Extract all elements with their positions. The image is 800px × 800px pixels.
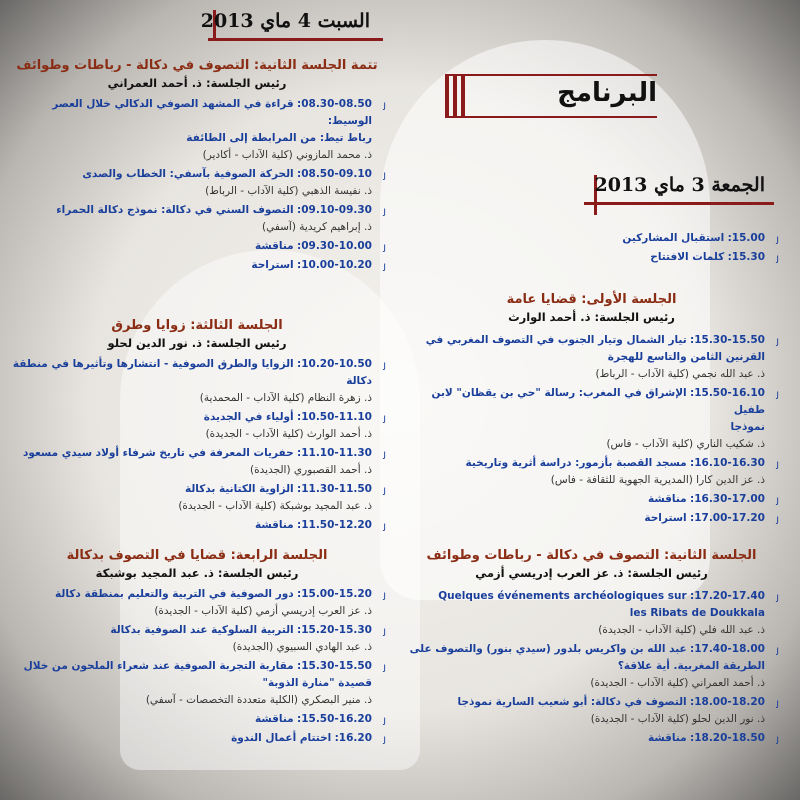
list-item: ﻟ 15.20-15.30: التربية السلوكية عند الصوفية بدكالة ذ. عبد الهادي السبيوي (الجديدة) [110, 624, 386, 653]
list-item: ﻟ 10.00-10.20: استراحة [251, 259, 386, 274]
day2-session3 [8, 318, 386, 534]
program-title: البرنامج [557, 78, 657, 108]
list-item: ﻟ 16.30-17.00: مناقشة [647, 493, 779, 508]
list-item: ﻟ 15.30: كلمات الافتتاح [650, 251, 779, 266]
list-item: ﻟ 10.50-11.10: أولياء في الجديدة ذ. أحمد الوارث (كلية الآداب - الجديدة) [203, 411, 386, 440]
session-title: تتمة الجلسة الثانية: التصوف في دكالة - رباطات وطوائف [16, 58, 378, 73]
list-item: ﻟ 09.10-09.30: التصوف السني في دكالة: نموذج دكالة الحمراء ذ. إبراهيم كريدية (آسفي) [56, 204, 386, 233]
day1-opening [404, 228, 779, 266]
day2-title: السبت 4 ماي 2013 [200, 10, 370, 32]
list-item: ﻟ 11.30-11.50: الزاوية الكتانية بدكالة ذ. عبد المجيد بوشبكة (كلية الآداب - الجديدة) [178, 483, 386, 512]
day1-title: الجمعة 3 ماي 2013 [594, 174, 765, 196]
session-chair: رئيس الجلسة: ذ. أحمد العمراني [107, 76, 287, 90]
list-item: ﻟ 08.50-09.10: الحركة الصوفية بآسفي: الخطاب والصدى ذ. نفيسة الذهبي (كلية الآداب - الرباط) [82, 168, 386, 197]
session-title: الجلسة الرابعة: قضايا في التصوف بدكالة [66, 548, 328, 563]
session-chair: رئيس الجلسة: ذ. عز العرب إدريسي أزمي [475, 566, 708, 580]
session-title: الجلسة الأولى: قضايا عامة [506, 292, 677, 307]
day1-session1 [404, 292, 779, 527]
list-item: ﻟ 16.10-16.30: مسجد القصبة بأزمور: دراسة أثرية وتاريخية ذ. عز الدين كارا (المديرية الجهوية للثقافة - فاس) [465, 457, 779, 486]
day2-session2cont [8, 58, 386, 274]
list-item: ﻟ 11.10-11.30: حفريات المعرفة في تاريخ شرفاء أولاد سيدي مسعود ذ. أحمد القصبوري (الجديدة) [22, 447, 386, 476]
day2-session4 [8, 548, 386, 747]
list-item: ﻟ 17.20-17.40: Quelques événements archéologiques sur les Ribats de Doukkala ذ. عبد الله فلي (كلية الآداب - الجديدة) [438, 590, 779, 636]
list-item: ﻟ 09.30-10.00: مناقشة [254, 240, 386, 255]
list-item: ﻟ 15.30-15.50: تيار الشمال وتيار الجنوب في التصوف المغربي في القرنين الثامن والتاسع للهجرة ذ. عبد الله نجمي (كلية الآداب - الرباط) [425, 334, 779, 380]
session-title: الجلسة الثانية: التصوف في دكالة - رباطات وطوائف [426, 548, 757, 563]
list-item: ﻟ 15.00-15.20: دور الصوفية في التربية والتعليم بمنطقة دكالة ذ. عز العرب إدريسي أزمي (كلية الآداب - الجديدة) [55, 588, 386, 617]
session-chair: رئيس الجلسة: ذ. نور الدين لحلو [107, 336, 287, 350]
list-item: ﻟ 16.20: اختتام أعمال الندوة [231, 732, 386, 747]
list-item: ﻟ 17.40-18.00: عبد الله بن واكريس بلدور (سيدي بنور) والتصوف على الطريقة المغربية. أية علاقة؟ ذ. أحمد العمراني (كلية الآداب - الجديدة) [409, 643, 779, 689]
list-item: ﻟ 15.50-16.20: مناقشة [254, 713, 386, 728]
session-title: الجلسة الثالثة: زوايا وطرق [111, 318, 283, 333]
list-item: ﻟ 15.00: استقبال المشاركين [622, 232, 779, 247]
list-item: ﻟ 15.50-16.10: الإشراق في المغرب: رسالة "حي بن يقظان" لابن طفيل نموذجا ذ. شكيب الناري (كلية الآداب - فاس) [431, 387, 779, 450]
list-item: ﻟ 10.20-10.50: الزوايا والطرق الصوفية - انتشارها وتأثيرها في منطقة دكالة ذ. زهرة النظام (كلية الآداب - المحمدية) [12, 358, 386, 404]
list-item: ﻟ 15.30-15.50: مقاربة التجربة الصوفية عند شعراء الملحون من خلال قصيدة "منارة الذوبة" ذ. منير البصكري (الكلية متعددة التخصصات - آسفي) [23, 660, 386, 706]
day1-session2 [404, 548, 779, 747]
list-item: ﻟ 11.50-12.20: مناقشة [254, 519, 386, 534]
list-item: ﻟ 08.30-08.50: قراءة في المشهد الصوفي الدكالي خلال العصر الوسيط: رباط تيط: من المرابطة إلى الطائفة ذ. محمد المازوني (كلية الآداب - أكادير) [52, 98, 386, 161]
session-chair: رئيس الجلسة: ذ. أحمد الوارث [508, 310, 675, 324]
session-chair: رئيس الجلسة: ذ. عبد المجيد بوشبكة [95, 566, 299, 580]
title-ornament [445, 74, 475, 118]
list-item: ﻟ 18.20-18.50: مناقشة [647, 732, 779, 747]
list-item: ﻟ 18.00-18.20: التصوف في دكالة: أبو شعيب السارية نموذجا ذ. نور الدين لحلو (كلية الآداب - الجديدة) [457, 696, 779, 725]
program-title-block [445, 70, 657, 122]
list-item: ﻟ 17.00-17.20: استراحة [644, 512, 779, 527]
